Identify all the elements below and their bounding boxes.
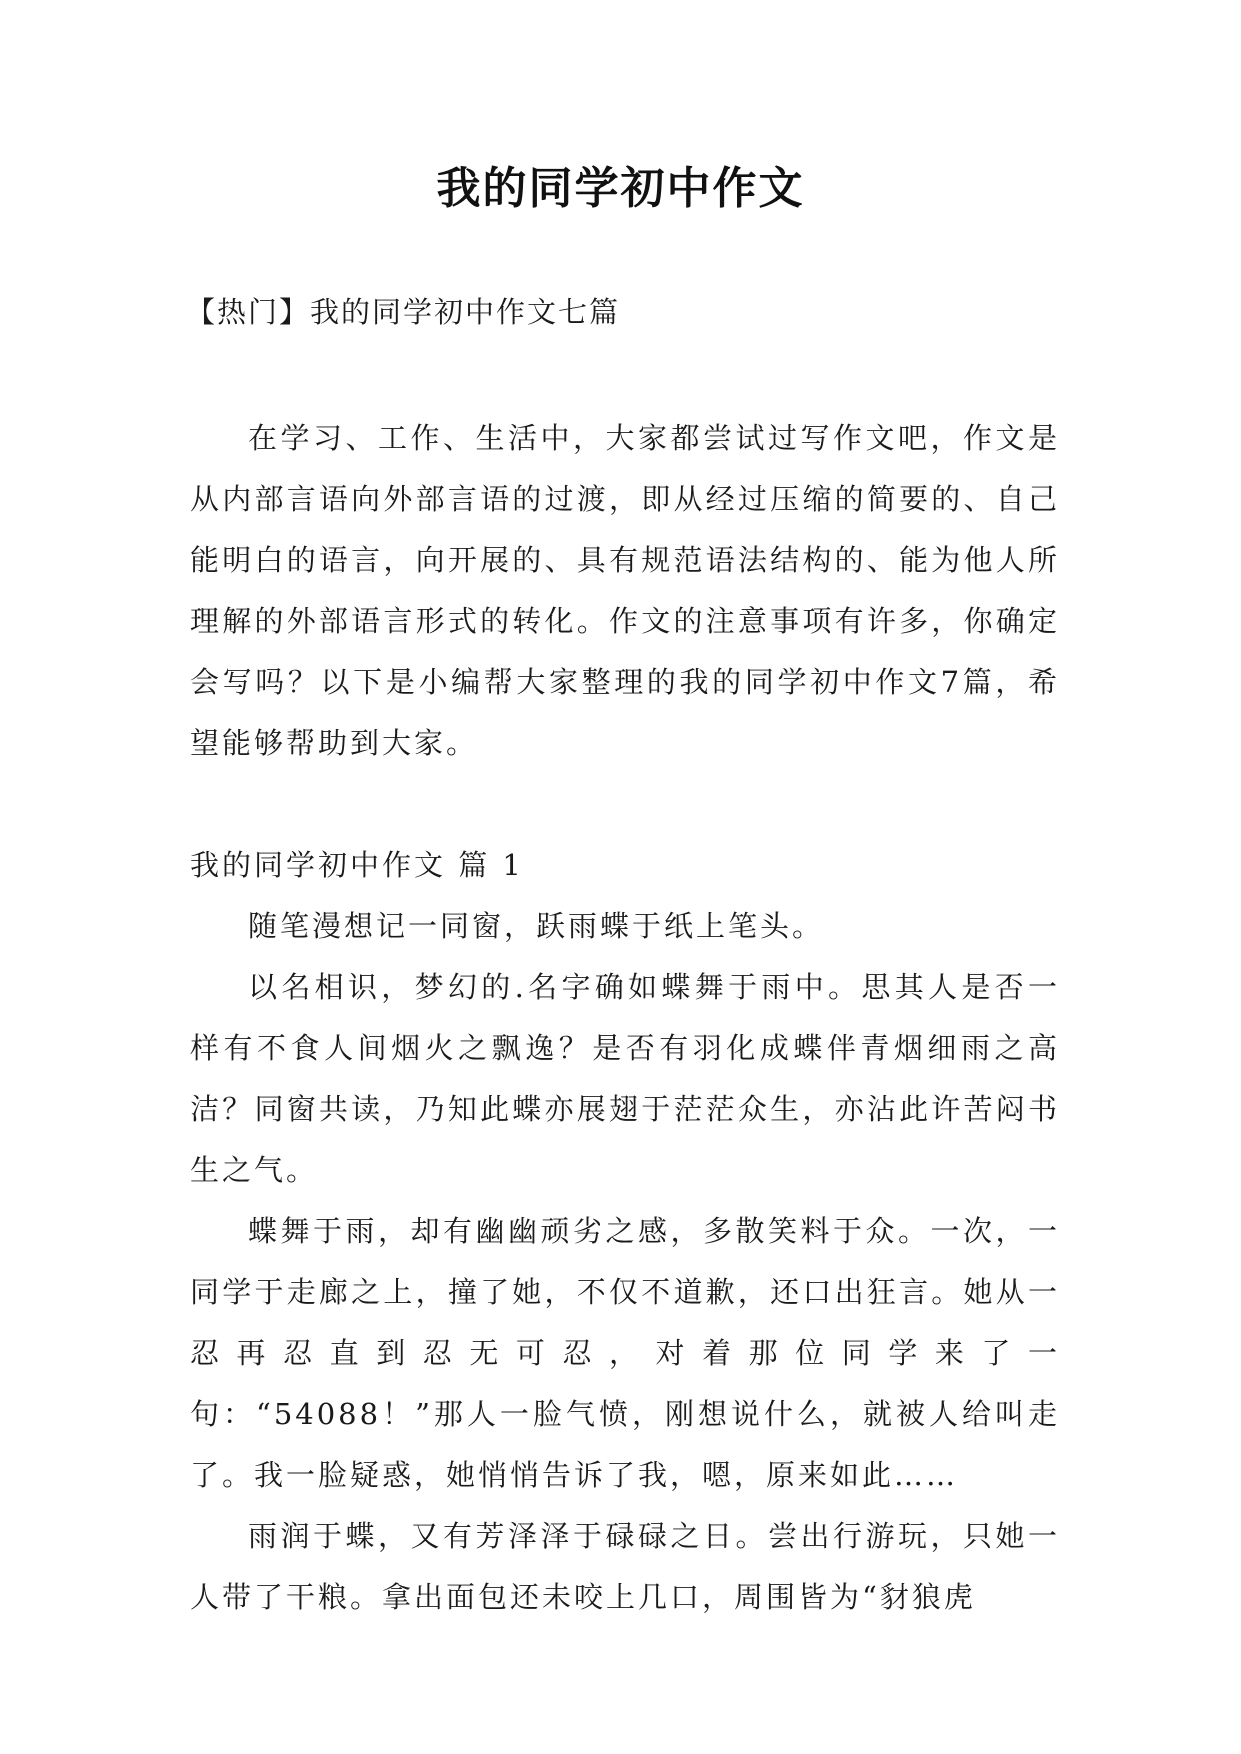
body-paragraph: 蝶舞于雨，却有幽幽顽劣之感，多散笑料于众。一次，一同学于走廊之上，撞了她，不仅不道歉，还口出狂言。她从一忍再忍直到忍无可忍，对着那位同学来了一句：“54088！”那人一脸气愤，刚想说什么，就被人给叫走了。我一脸疑惑，她悄悄告诉了我，嗯，原来如此…… bbox=[190, 1214, 1060, 1492]
section-heading: 我的同学初中作文 篇 1 bbox=[190, 848, 524, 882]
document-body bbox=[190, 408, 1060, 1628]
document-title: 我的同学初中作文 bbox=[436, 163, 805, 214]
document-subtitle: 【热门】我的同学初中作文七篇 bbox=[186, 295, 621, 329]
body-paragraph: 雨润于蝶，又有芳泽泽于碌碌之日。尝出行游玩，只她一人带了干粮。拿出面包还未咬上几口，周围皆为“豺狼虎 bbox=[190, 1519, 1060, 1614]
body-paragraph: 随笔漫想记一同窗，跃雨蝶于纸上笔头。 bbox=[248, 909, 825, 943]
intro-paragraph: 在学习、工作、生活中，大家都尝试过写作文吧，作文是从内部言语向外部言语的过渡，即从经过压缩的简要的、自己能明白的语言，向开展的、具有规范语法结构的、能为他人所理解的外部语言形式的转化。作文的注意事项有许多，你确定会写吗？以下是小编帮大家整理的我的同学初中作文7篇，希望能够帮助到大家。 bbox=[190, 421, 1060, 760]
body-paragraph: 以名相识，梦幻的.名字确如蝶舞于雨中。思其人是否一样有不食人间烟火之飘逸？是否有羽化成蝶伴青烟细雨之高洁？同窗共读，乃知此蝶亦展翅于茫茫众生，亦沾此许苦闷书生之气。 bbox=[190, 970, 1060, 1187]
